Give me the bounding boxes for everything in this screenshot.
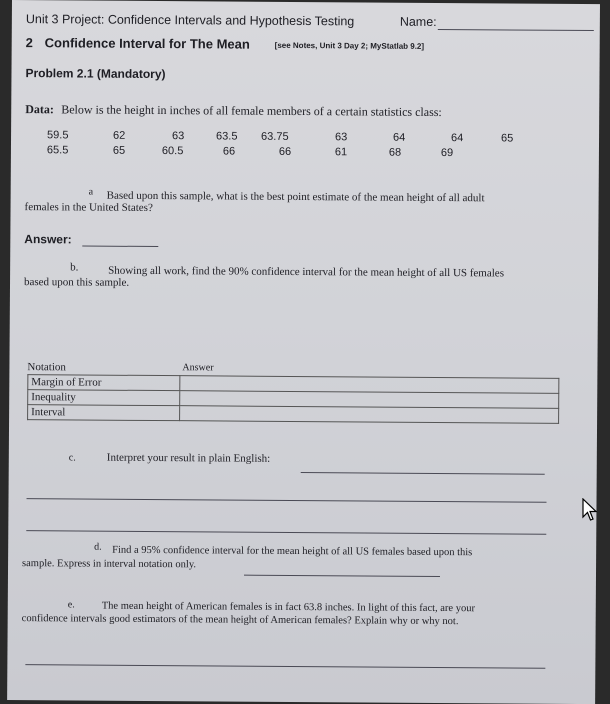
data-value: 61 [334,146,348,159]
part-c-question: Interpret your result in plain English: [106,451,271,465]
name-field-line [438,29,594,31]
row-label-interval: Interval [28,405,180,421]
data-value: 59.5 [47,129,69,142]
data-value: 66 [222,145,236,158]
data-value: 65 [501,132,514,145]
data-value: 64 [451,132,464,145]
part-a-answer-label: Answer: [24,232,72,247]
data-value: 63.75 [261,130,289,143]
data-description: Below is the height in inches of all female members of a certain statistics class: [61,102,442,120]
section-number: 2 [25,35,33,51]
worksheet-title: Unit 3 Project: Confidence Intervals and Hypothesis Testing [25,12,355,29]
part-d-answer-line[interactable] [244,575,440,577]
name-label: Name: [399,14,437,29]
data-value: 63 [335,131,348,144]
worksheet-page [7,0,600,704]
data-value: 65 [112,144,126,157]
data-value: 60.5 [161,145,184,158]
part-e-letter: e. [67,599,75,611]
notation-header: Notation [27,361,66,374]
answer-cell-interval[interactable] [180,406,559,424]
data-value: 62 [113,129,126,142]
part-e-question-line2: confidence intervals good estimators of the mean height of American females? Explain why or why not. [21,613,459,628]
notation-table [27,374,559,424]
part-d-letter: d. [94,541,102,553]
part-a-answer-line[interactable] [82,245,158,247]
data-value: 63 [172,130,185,143]
answer-header: Answer [182,362,214,374]
part-c-letter: c. [68,452,76,464]
part-b-question-line1: Showing all work, find the 90% confidence interval for the mean height of all US females [108,264,505,280]
data-value: 66 [278,145,292,158]
row-label-margin-of-error: Margin of Error [28,375,180,391]
part-e-question-line1: The mean height of American females is in fact 63.8 inches. In light of this fact, are your [101,600,476,615]
data-value: 63.5 [216,130,238,143]
mouse-pointer-icon [582,498,598,522]
part-a-letter: a [88,186,94,198]
part-c-answer-line-3[interactable] [26,530,546,535]
part-c-answer-line-2[interactable] [27,498,547,503]
part-a-question-line2: females in the United States? [24,201,153,214]
table-row [28,405,559,424]
data-value: 64 [393,131,406,144]
data-value: 68 [388,146,402,159]
data-label: Data: [25,102,54,117]
problem-label: Problem 2.1 (Mandatory) [25,66,166,82]
part-d-question-line1: Find a 95% confidence interval for the mean height of all US females based upon this [112,544,473,559]
part-b-question-line2: based upon this sample. [23,276,130,289]
section-title: Confidence Interval for The Mean [44,35,250,52]
part-e-answer-line-1[interactable] [25,664,545,669]
part-a-question-line1: Based upon this sample, what is the best point estimate of the mean height of all adult [106,189,485,205]
section-note: [see Notes, Unit 3 Day 2; MyStatlab 9.2] [274,40,425,51]
part-d-question-line2: sample. Express in interval notation only. [22,558,197,571]
part-b-letter: b. [70,261,79,274]
part-c-answer-line-1[interactable] [301,472,545,475]
data-value: 65.5 [46,144,69,157]
row-label-inequality: Inequality [28,390,180,406]
data-value: 69 [440,146,454,160]
